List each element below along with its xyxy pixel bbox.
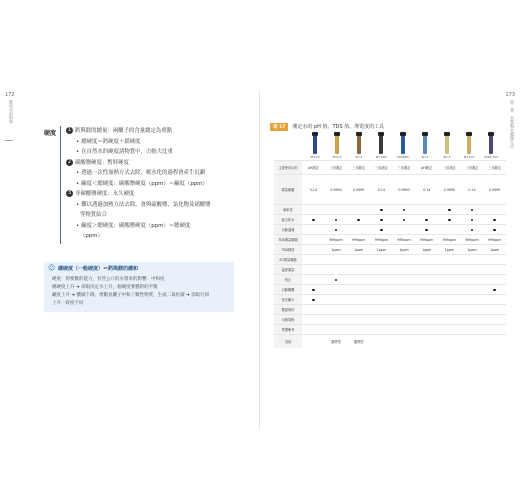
table-row xyxy=(274,254,506,264)
meter-body-icon xyxy=(401,134,405,154)
meter-image xyxy=(483,132,499,160)
definition-text: 鈣與鎂的總量：兩離子的含量總定為重點 xyxy=(75,128,173,134)
table-cell: 攜帶型 xyxy=(353,340,364,344)
yes-dot-icon xyxy=(471,229,474,232)
yes-dot-icon xyxy=(335,279,338,282)
hardness-definitions xyxy=(66,126,246,242)
definition-line xyxy=(66,147,246,158)
meter-name: EC-1 xyxy=(355,155,363,159)
table-cell: 999ppm xyxy=(488,238,502,242)
table-cell: 三用測定 xyxy=(374,166,388,170)
table-row xyxy=(274,244,506,254)
definition-line xyxy=(66,168,246,179)
table-row xyxy=(274,214,506,224)
yes-dot-icon xyxy=(425,229,428,232)
tool-images-row xyxy=(304,132,502,160)
definition-line xyxy=(66,189,246,200)
tip-line: 上升一段度不同 xyxy=(52,301,84,306)
meter-image xyxy=(439,132,455,160)
row-label: 校正 xyxy=(274,275,302,284)
definition-line xyxy=(66,231,246,242)
side-marker xyxy=(5,140,13,141)
meter-name: PH-009 xyxy=(375,155,387,159)
yes-dot-icon xyxy=(335,219,338,222)
tip-line: 總硬度上升 ➜ 卻取決定水上升，個硬度要穩的的平衡 xyxy=(52,285,158,290)
table-row xyxy=(274,204,506,214)
row-label: 數據保持 xyxy=(274,305,302,314)
table-row xyxy=(274,324,506,334)
definition-line xyxy=(66,210,246,221)
table-cell: 0-14 xyxy=(468,188,476,192)
bullet-icon: • xyxy=(76,222,80,229)
yes-dot-icon xyxy=(380,229,383,232)
table-cell: 0-14 xyxy=(309,188,317,192)
table-cell xyxy=(370,335,393,349)
row-label: 其他 xyxy=(274,335,302,348)
meter-image xyxy=(417,132,433,160)
yes-dot-icon xyxy=(493,229,496,232)
person-icon: ☺ xyxy=(48,264,56,272)
table-cell xyxy=(302,335,325,349)
table-cell: 999ppm xyxy=(352,238,366,242)
meter-body-icon xyxy=(357,134,361,154)
yes-dot-icon xyxy=(493,219,496,222)
meter-name: PH-2 xyxy=(421,155,429,159)
table-row xyxy=(274,264,506,274)
meter-name: TDS-3 xyxy=(332,155,342,159)
definition-text: 等物質結合 xyxy=(80,212,107,218)
section-rule xyxy=(60,126,61,244)
table-cell xyxy=(393,335,416,349)
page-number: 172 xyxy=(5,92,15,98)
table-row xyxy=(274,224,506,234)
row-label: 售價參考 xyxy=(274,325,302,334)
row-label: TDS精度 xyxy=(274,245,302,254)
table-tag: 表 17 xyxy=(270,123,288,131)
definition-text: 難以透過加熱方法去除，會與硫酸鹽、氯化物及硝酸鹽 xyxy=(81,201,211,208)
table-cell: 0-14 xyxy=(377,188,385,192)
definition-text: 透過一次性加熱方式去除，軟水化的過程會產生沉澱 xyxy=(81,170,206,176)
meter-body-icon xyxy=(313,134,317,154)
meter-name: PH-03 xyxy=(310,155,320,159)
definition-line xyxy=(66,200,246,211)
definition-line xyxy=(66,179,246,190)
table-cell: pH測定 xyxy=(307,166,319,170)
bullet-icon: • xyxy=(76,138,80,145)
table-cell: 攜帶型 xyxy=(331,340,341,344)
tip-line: 鹼度上升 ➜ 酸碳下降，增數氫離子中和了數性物質，生成二氧化碳 ➜ 卻取行回 xyxy=(52,293,210,298)
row-label: 溫度測量 xyxy=(274,265,302,274)
yes-dot-icon xyxy=(471,219,474,222)
table-cell: 0-9990 xyxy=(443,188,455,192)
definition-text: 在自然水的硬度諸物質中，占較大比重 xyxy=(81,149,173,155)
table-cell: 999ppm xyxy=(465,238,479,242)
table-row xyxy=(274,174,506,204)
yes-dot-icon xyxy=(493,289,496,292)
meter-body-icon xyxy=(423,134,427,154)
definition-text: 非碳酸鹽硬度：永久硬度 xyxy=(75,191,135,197)
meter-image xyxy=(307,132,323,160)
table-cell: 0-9990 xyxy=(353,188,365,192)
table-row xyxy=(274,304,506,314)
row-label: 測量範圍 xyxy=(274,175,302,204)
yes-dot-icon xyxy=(448,219,451,222)
comparison-table xyxy=(274,160,506,348)
meter-cap-icon xyxy=(422,132,428,136)
meter-cap-icon xyxy=(356,132,362,136)
table-cell: 三用測定 xyxy=(352,166,366,170)
table-cell: 1ppm xyxy=(376,248,386,252)
meter-cap-icon xyxy=(312,132,318,136)
table-cell: 999ppm xyxy=(329,238,343,242)
table-cell: 三用測定 xyxy=(465,166,479,170)
table-title: 測定水的 pH 值、TDS 值、導電度的工具 xyxy=(292,124,385,130)
yes-dot-icon xyxy=(403,219,406,222)
row-label: 解析度 xyxy=(274,205,302,214)
tip-box xyxy=(44,262,234,312)
row-label: TDS測量範圍 xyxy=(274,235,302,244)
yes-dot-icon xyxy=(335,229,338,232)
row-label: 自動關機 xyxy=(274,285,302,294)
table-cell xyxy=(461,335,484,349)
table-cell: 1ppm xyxy=(467,248,477,252)
table-cell: 1ppm xyxy=(422,248,432,252)
table-row xyxy=(274,274,506,284)
running-title: 飲用水的科學 xyxy=(9,100,14,124)
table-row xyxy=(274,334,506,348)
meter-cap-icon xyxy=(488,132,494,136)
table-cell: 1ppm xyxy=(444,248,454,252)
number-badge: 1 xyxy=(67,127,72,133)
table-cell xyxy=(438,335,461,349)
bullet-icon: • xyxy=(76,170,80,176)
table-row xyxy=(274,160,506,174)
table-cell: 999ppm xyxy=(374,238,388,242)
yes-dot-icon xyxy=(380,219,383,222)
yes-dot-icon xyxy=(471,209,474,212)
table-row xyxy=(274,234,506,244)
meter-cap-icon xyxy=(444,132,450,136)
definition-text: （ppm） xyxy=(80,233,103,239)
meter-name: PH-107 xyxy=(463,155,475,159)
table-cell: pH測定 xyxy=(421,166,433,170)
meter-cap-icon xyxy=(400,132,406,136)
table-row xyxy=(274,314,506,324)
meter-cap-icon xyxy=(334,132,340,136)
meter-image xyxy=(329,132,345,160)
number-badge: 3 xyxy=(67,190,72,196)
definition-line xyxy=(66,126,246,137)
table-row xyxy=(274,294,506,304)
meter-body-icon xyxy=(445,134,449,154)
table-cell: 0-14 xyxy=(423,188,431,192)
meter-name: COM-100 xyxy=(484,155,498,159)
meter-body-icon xyxy=(335,134,339,154)
table-cell: 999ppm xyxy=(420,238,434,242)
running-title: 第二章．水質與水處理方法 xyxy=(510,100,515,148)
table-cell: 1ppm xyxy=(331,248,341,252)
row-label: 可換電極 xyxy=(274,315,302,324)
table-cell: 三用測定 xyxy=(442,166,456,170)
definition-line xyxy=(66,137,246,148)
yes-dot-icon xyxy=(380,209,383,212)
right-page xyxy=(260,0,520,500)
yes-dot-icon xyxy=(448,209,451,212)
table-cell: 三用測定 xyxy=(488,166,502,170)
table-cell: 三用測定 xyxy=(329,166,343,170)
meter-image xyxy=(373,132,389,160)
bullet-icon: • xyxy=(76,201,80,208)
hardness-label: 硬度 xyxy=(44,130,57,137)
table-cell xyxy=(483,335,506,349)
table-cell: 0-9990 xyxy=(330,188,342,192)
table-cell: 999ppm xyxy=(397,238,411,242)
row-label: 能否防水 xyxy=(274,215,302,224)
meter-body-icon xyxy=(489,134,493,154)
table-cell: 0-9990 xyxy=(398,188,410,192)
table-header xyxy=(270,122,384,131)
yes-dot-icon xyxy=(312,219,315,222)
table-cell: 1ppm xyxy=(490,248,500,252)
yes-dot-icon xyxy=(403,209,406,212)
yes-dot-icon xyxy=(357,219,360,222)
meter-name: EC-3 xyxy=(443,155,451,159)
row-label: 主要使用目的 xyxy=(274,161,302,174)
tip-title: 總硬度（一般硬度）＝鈣與鎂的總和 xyxy=(58,266,139,272)
tip-line: 硬度：得要數的能力，有些公斤的水帶來的影響：中和度 xyxy=(52,277,165,282)
bullet-icon: • xyxy=(76,180,80,187)
definition-line xyxy=(66,221,246,232)
table-cell: 三用測定 xyxy=(397,166,411,170)
meter-cap-icon xyxy=(378,132,384,136)
row-label: 背光顯示 xyxy=(274,295,302,304)
definition-text: 鹼度＞總硬度：碳酸鹽硬度（ppm）＝總硬度 xyxy=(81,222,191,229)
definition-text: 碳酸鹽硬度：暫時硬度 xyxy=(75,159,129,166)
table-cell: 0-9990 xyxy=(489,188,501,192)
meter-image xyxy=(461,132,477,160)
bullet-icon: • xyxy=(76,149,80,155)
yes-dot-icon xyxy=(312,299,315,302)
meter-cap-icon xyxy=(466,132,472,136)
yes-dot-icon xyxy=(425,219,428,222)
meter-body-icon xyxy=(379,134,383,154)
table-cell xyxy=(415,335,438,349)
table-cell: 1ppm xyxy=(354,248,364,252)
definition-line xyxy=(66,158,246,169)
meter-name: TDS&EC xyxy=(396,155,410,159)
yes-dot-icon xyxy=(312,289,315,292)
table-cell: 999ppm xyxy=(442,238,456,242)
table-cell: 1ppm xyxy=(399,248,409,252)
definition-text: 總硬度＝鈣硬度＋鎂硬度 xyxy=(81,138,141,145)
table-row xyxy=(274,284,506,294)
meter-body-icon xyxy=(467,134,471,154)
row-label: EC測量範圍 xyxy=(274,255,302,264)
page-number: 173 xyxy=(505,92,515,98)
meter-image xyxy=(395,132,411,160)
number-badge: 2 xyxy=(67,158,72,165)
row-label: 自動溫補 xyxy=(274,225,302,234)
meter-image xyxy=(351,132,367,160)
definition-text: 鹼度＜總硬度：碳酸鹽硬度（ppm）＝鹼度（ppm） xyxy=(81,180,208,187)
